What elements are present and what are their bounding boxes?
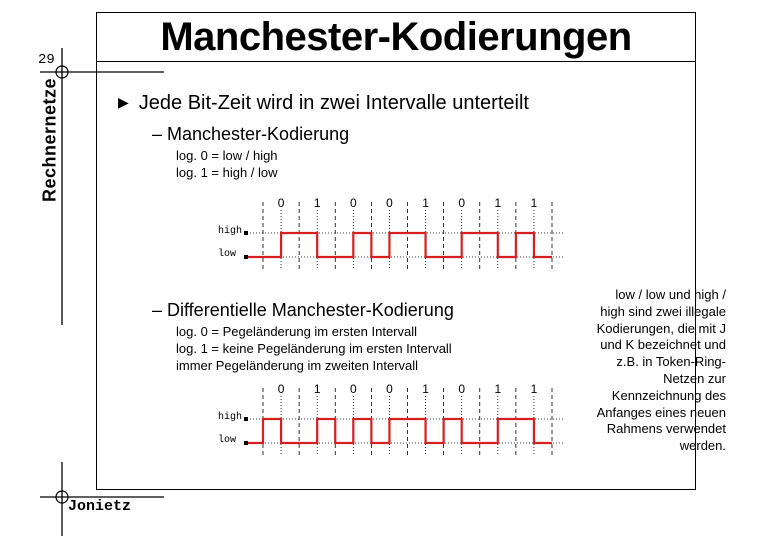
author-name: Jonietz: [68, 498, 132, 515]
bit-label: 1: [530, 196, 538, 210]
main-bullet-text: Jede Bit-Zeit wird in zwei Intervalle unterteilt: [138, 92, 529, 114]
bit-label: 1: [494, 196, 502, 210]
vertical-course-title: Rechnernetze: [39, 77, 60, 203]
bit-label: 0: [386, 382, 393, 396]
bit-label: 0: [349, 196, 357, 210]
section1-line-0: log. 0 = low / high: [176, 148, 278, 163]
slide-title: Manchester-Kodierungen: [160, 15, 632, 59]
low-label: low: [218, 249, 237, 260]
bit-label: 0: [386, 196, 393, 210]
section2-line-1: log. 1 = keine Pegeländerung im ersten Intervall: [176, 341, 452, 356]
section1-heading: – Manchester-Kodierung: [152, 124, 350, 144]
bit-label: 1: [422, 196, 429, 210]
high-label: high: [218, 412, 243, 423]
low-marker: [244, 441, 248, 445]
signal-waveform: [248, 419, 552, 443]
section2-line-2: immer Pegeländerung im zweiten Intervall: [176, 358, 419, 373]
section2-line-0: log. 0 = Pegeländerung im ersten Intervall: [176, 324, 418, 339]
section2-heading: – Differentielle Manchester-Kodierung: [152, 300, 454, 320]
bit-label: 1: [313, 382, 321, 396]
section1-line-1: log. 1 = high / low: [176, 165, 278, 180]
bit-label: 0: [349, 382, 357, 396]
bit-label: 0: [277, 382, 285, 396]
page-number: 29: [38, 52, 55, 68]
bit-label: 1: [530, 382, 538, 396]
high-marker: [244, 417, 248, 421]
bit-label: 1: [494, 382, 502, 396]
high-label: high: [218, 226, 243, 237]
side-note: low / low und high / high sind zwei illegale Kodierungen, die mit J und K bezeichnet und z.B. in Token-Ring-Netzen zur Kennzeichnung des Anfanges eines neuen Rahmens verwendet werden.: [596, 287, 726, 454]
bit-label: 1: [313, 196, 321, 210]
low-label: low: [218, 435, 237, 446]
bit-label: 0: [277, 196, 285, 210]
bit-label: 0: [458, 382, 466, 396]
bit-label: 1: [422, 382, 429, 396]
bit-label: 0: [458, 196, 466, 210]
triangle-bullet-icon: ▶: [118, 94, 129, 110]
